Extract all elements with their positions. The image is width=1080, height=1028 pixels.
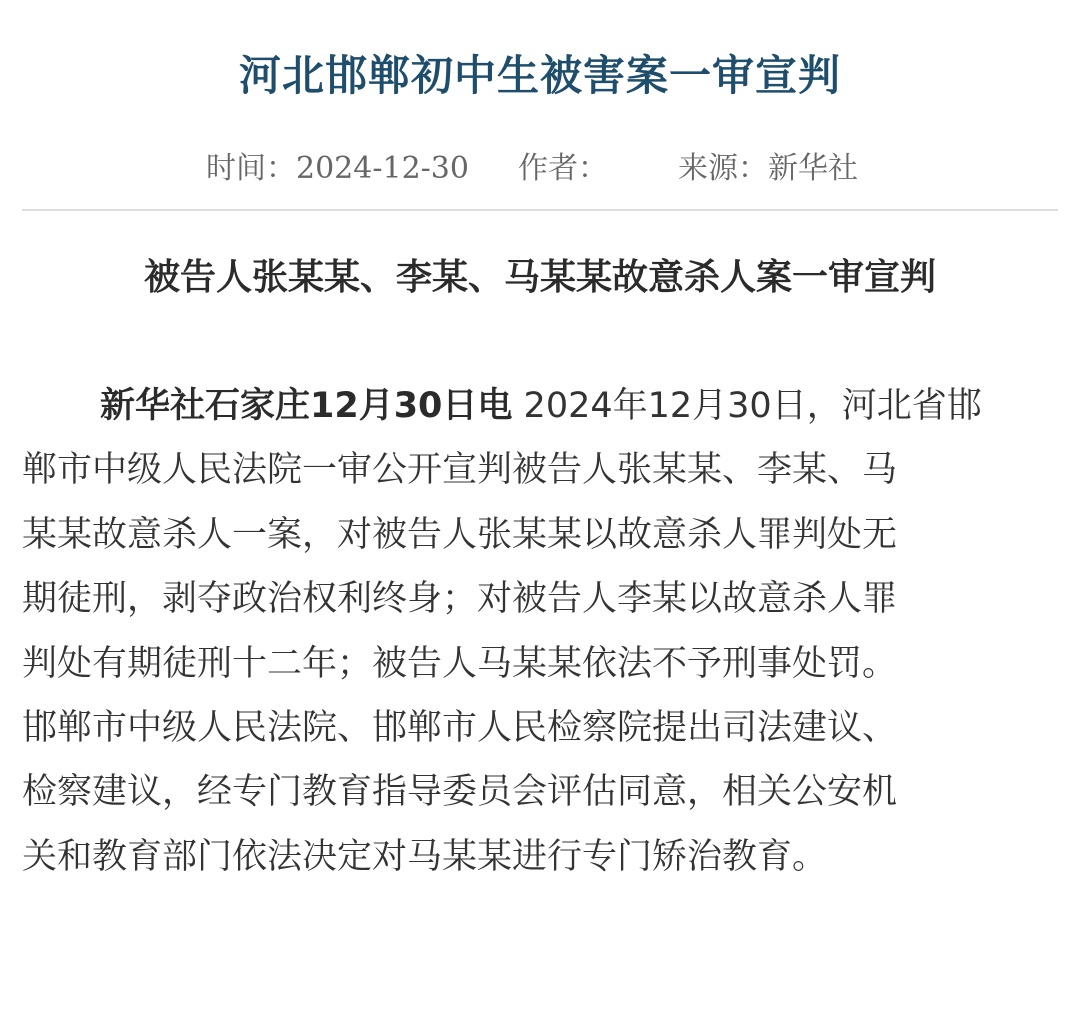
body-line: 检察建议，经专门教育指导委员会评估同意，相关公安机 — [22, 772, 898, 813]
body-line: 期徒刑，剥夺政治权利终身；对被告人李某以故意杀人罪 — [22, 579, 898, 620]
time-value: 2024-12-30 — [296, 151, 469, 186]
source — [678, 146, 858, 192]
body-line: 邯郸市中级人民法院、邯郸市人民检察院提出司法建议、 — [22, 707, 898, 748]
body-line: 关和教育部门依法决定对马某某进行专门矫治教育。 — [22, 836, 828, 877]
source-label: 来源： — [678, 151, 768, 186]
article-body — [22, 374, 1058, 889]
article-subtitle: 被告人张某某、李某、马某某故意杀人案一审宣判 — [143, 257, 936, 298]
body-line: 判处有期徒刑十二年；被告人马某某依法不予刑事处罚。 — [22, 643, 898, 684]
article-title: 河北邯郸初中生被害案一审宣判 — [238, 51, 841, 100]
body-line-text: 2024年12月30日，河北省邯 — [512, 386, 982, 426]
publish-time — [206, 146, 469, 192]
header-divider — [22, 209, 1058, 211]
dateline: 新华社石家庄12月30日电 — [100, 386, 513, 426]
author — [518, 146, 608, 192]
source-value: 新华社 — [768, 151, 858, 186]
author-label: 作者： — [518, 151, 608, 186]
body-line — [22, 374, 1058, 438]
body-line: 郸市中级人民法院一审公开宣判被告人张某某、李某、马 — [22, 450, 898, 491]
body-line: 某某故意杀人一案，对被告人张某某以故意杀人罪判处无 — [22, 514, 898, 555]
time-label: 时间： — [206, 151, 296, 186]
article-meta — [0, 146, 1080, 192]
